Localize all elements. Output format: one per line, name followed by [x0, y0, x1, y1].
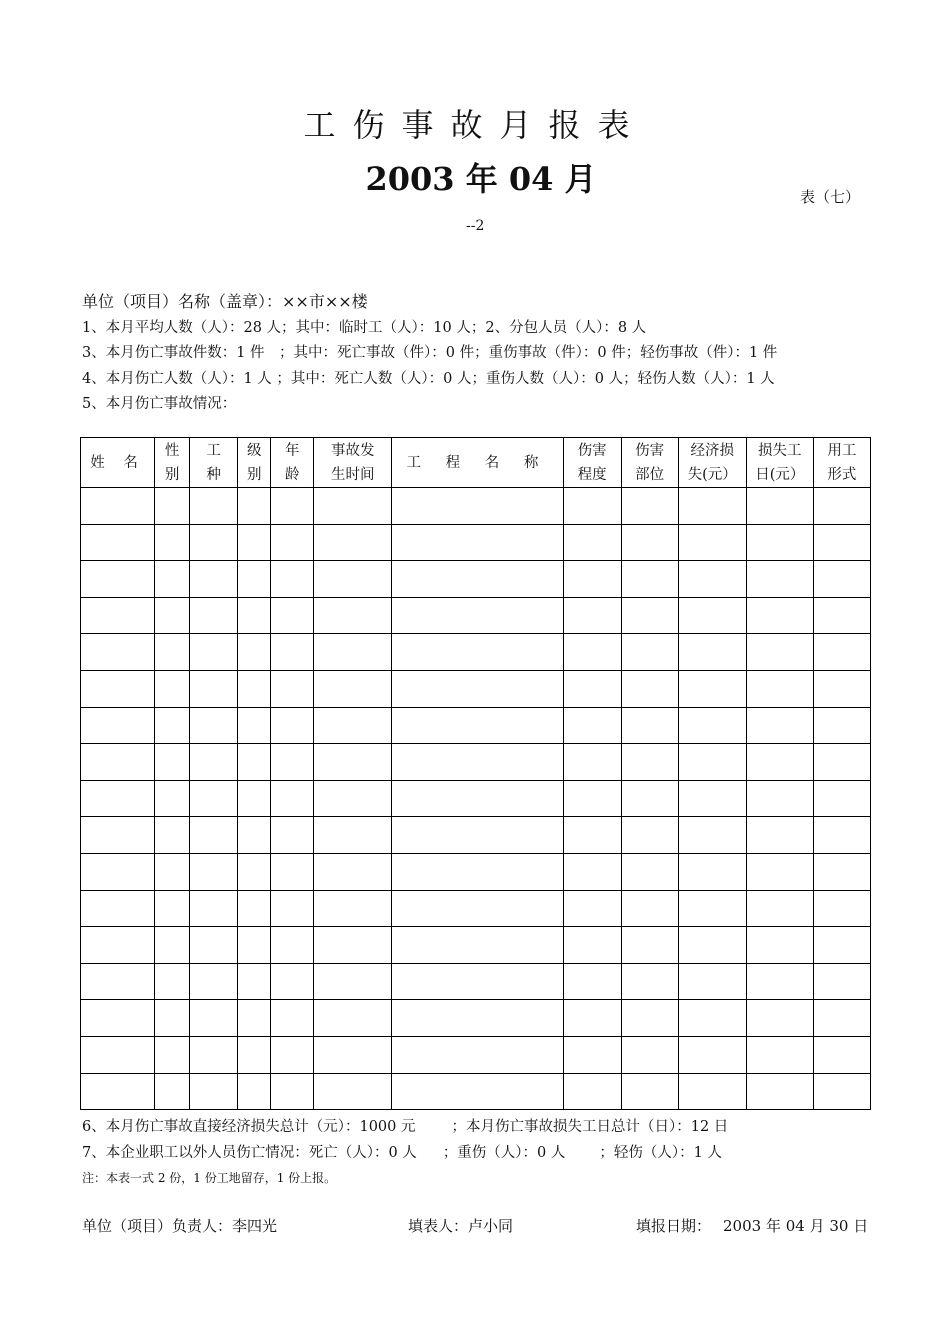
- table-cell[interactable]: [155, 488, 190, 525]
- table-cell[interactable]: [190, 963, 238, 1000]
- table-cell[interactable]: [314, 561, 392, 598]
- table-row: [81, 524, 871, 561]
- table-cell[interactable]: [621, 817, 678, 854]
- table-row: [81, 890, 871, 927]
- table-cell[interactable]: [621, 780, 678, 817]
- table-cell[interactable]: [271, 1036, 314, 1073]
- table-cell[interactable]: [155, 597, 190, 634]
- table-cell[interactable]: [813, 963, 870, 1000]
- table-cell[interactable]: [314, 853, 392, 890]
- table-cell[interactable]: [813, 744, 870, 781]
- table-row: [81, 707, 871, 744]
- table-cell[interactable]: [813, 890, 870, 927]
- table-cell[interactable]: [563, 1073, 621, 1110]
- table-cell[interactable]: [746, 963, 813, 1000]
- table-cell[interactable]: [678, 670, 746, 707]
- table-cell[interactable]: [813, 488, 870, 525]
- table-cell[interactable]: [314, 744, 392, 781]
- table-cell[interactable]: [746, 707, 813, 744]
- table-cell[interactable]: [190, 670, 238, 707]
- project-manager: 单位（项目）负责人：李四光: [82, 1217, 278, 1235]
- table-row: [81, 853, 871, 890]
- table-cell[interactable]: [678, 890, 746, 927]
- table-cell[interactable]: [392, 707, 563, 744]
- economic-loss-total: 6、本月伤亡事故直接经济损失总计（元）：1000 元: [82, 1119, 416, 1135]
- table-cell[interactable]: [81, 670, 155, 707]
- table-cell[interactable]: [81, 634, 155, 671]
- table-cell[interactable]: [238, 707, 271, 744]
- header-grade: 级 别: [238, 438, 271, 488]
- accident-count-line: 3、本月伤亡事故件数：1 件 ；其中：死亡事故（件）：0 件；重伤事故（件）：0 件；轻伤事故（件）：1 件: [82, 345, 778, 361]
- page-title: 工伤事故月报表: [303, 106, 647, 144]
- table-cell[interactable]: [190, 853, 238, 890]
- table-cell[interactable]: [238, 561, 271, 598]
- table-cell[interactable]: [238, 488, 271, 525]
- table-row: [81, 963, 871, 1000]
- table-cell[interactable]: [155, 890, 190, 927]
- table-cell[interactable]: [563, 963, 621, 1000]
- table-cell[interactable]: [746, 488, 813, 525]
- header-job-type: 工 种: [190, 438, 238, 488]
- table-cell[interactable]: [271, 963, 314, 1000]
- table-cell[interactable]: [621, 707, 678, 744]
- table-cell[interactable]: [271, 927, 314, 964]
- table-cell[interactable]: [81, 744, 155, 781]
- table-cell[interactable]: [190, 488, 238, 525]
- accident-detail-heading: 5、本月伤亡事故情况：: [82, 396, 237, 412]
- table-cell[interactable]: [678, 927, 746, 964]
- table-cell[interactable]: [271, 707, 314, 744]
- table-row: [81, 1036, 871, 1073]
- table-cell[interactable]: [155, 963, 190, 1000]
- table-cell[interactable]: [621, 963, 678, 1000]
- table-cell[interactable]: [271, 488, 314, 525]
- table-cell[interactable]: [81, 1000, 155, 1037]
- table-cell[interactable]: [621, 853, 678, 890]
- table-cell[interactable]: [271, 561, 314, 598]
- table-cell[interactable]: [392, 634, 563, 671]
- table-cell[interactable]: [190, 707, 238, 744]
- table-row: [81, 597, 871, 634]
- table-cell[interactable]: [155, 707, 190, 744]
- table-row: [81, 488, 871, 525]
- table-cell[interactable]: [271, 634, 314, 671]
- table-cell[interactable]: [678, 524, 746, 561]
- table-cell[interactable]: [155, 670, 190, 707]
- table-cell[interactable]: [678, 597, 746, 634]
- table-cell[interactable]: [392, 488, 563, 525]
- table-cell[interactable]: [392, 524, 563, 561]
- table-cell[interactable]: [190, 1073, 238, 1110]
- table-cell[interactable]: [238, 780, 271, 817]
- table-cell[interactable]: [746, 1036, 813, 1073]
- table-cell[interactable]: [678, 744, 746, 781]
- table-cell[interactable]: [271, 524, 314, 561]
- table-cell[interactable]: [746, 597, 813, 634]
- header-gender: 性 别: [155, 438, 190, 488]
- table-cell[interactable]: [81, 780, 155, 817]
- table-cell[interactable]: [81, 488, 155, 525]
- table-row: [81, 780, 871, 817]
- table-cell[interactable]: [621, 1036, 678, 1073]
- table-cell[interactable]: [238, 890, 271, 927]
- table-cell[interactable]: [238, 744, 271, 781]
- table-cell[interactable]: [678, 634, 746, 671]
- table-cell[interactable]: [746, 634, 813, 671]
- table-header-row: [81, 438, 871, 488]
- table-cell[interactable]: [155, 780, 190, 817]
- table-cell[interactable]: [392, 597, 563, 634]
- table-cell[interactable]: [813, 561, 870, 598]
- table-cell[interactable]: [155, 1073, 190, 1110]
- table-cell[interactable]: [392, 1036, 563, 1073]
- table-cell[interactable]: [563, 927, 621, 964]
- table-cell[interactable]: [190, 561, 238, 598]
- table-cell[interactable]: [813, 1073, 870, 1110]
- table-cell[interactable]: [563, 707, 621, 744]
- form-number: 表（七）: [800, 188, 861, 206]
- table-cell[interactable]: [155, 1036, 190, 1073]
- table-cell[interactable]: [563, 853, 621, 890]
- table-cell[interactable]: [392, 1073, 563, 1110]
- table-cell[interactable]: [81, 1073, 155, 1110]
- table-cell[interactable]: [678, 707, 746, 744]
- table-cell[interactable]: [813, 707, 870, 744]
- table-cell[interactable]: [155, 927, 190, 964]
- table-cell[interactable]: [314, 1000, 392, 1037]
- table-cell[interactable]: [190, 890, 238, 927]
- table-cell[interactable]: [238, 1036, 271, 1073]
- table-cell[interactable]: [563, 1000, 621, 1037]
- table-cell[interactable]: [563, 780, 621, 817]
- table-cell[interactable]: [392, 927, 563, 964]
- header-lost-workdays: 损失工 日(元）: [746, 438, 813, 488]
- table-cell[interactable]: [314, 488, 392, 525]
- table-cell[interactable]: [563, 597, 621, 634]
- external-deaths: 7、本企业职工以外人员伤亡情况：死亡（人）：0 人: [82, 1145, 417, 1161]
- table-cell[interactable]: [81, 817, 155, 854]
- table-body: [81, 488, 871, 1110]
- table-cell[interactable]: [155, 1000, 190, 1037]
- table-cell[interactable]: [678, 853, 746, 890]
- table-cell[interactable]: [190, 1036, 238, 1073]
- table-cell[interactable]: [271, 1000, 314, 1037]
- table-cell[interactable]: [271, 744, 314, 781]
- table-cell[interactable]: [314, 634, 392, 671]
- fill-date-value: 2003 年 04 月 30 日: [723, 1217, 869, 1235]
- table-cell[interactable]: [190, 1000, 238, 1037]
- table-cell[interactable]: [271, 780, 314, 817]
- table-cell[interactable]: [392, 890, 563, 927]
- table-cell[interactable]: [746, 670, 813, 707]
- table-cell[interactable]: [314, 670, 392, 707]
- fill-date-label: 填报日期：: [636, 1217, 712, 1235]
- table-cell[interactable]: [746, 853, 813, 890]
- table-cell[interactable]: [314, 1073, 392, 1110]
- table-cell[interactable]: [190, 780, 238, 817]
- table-cell[interactable]: [563, 634, 621, 671]
- table-cell[interactable]: [563, 817, 621, 854]
- table-cell[interactable]: [238, 597, 271, 634]
- table-cell[interactable]: [746, 817, 813, 854]
- table-cell[interactable]: [563, 524, 621, 561]
- table-cell[interactable]: [155, 853, 190, 890]
- table-cell[interactable]: [621, 1000, 678, 1037]
- table-cell[interactable]: [678, 1000, 746, 1037]
- table-cell[interactable]: [81, 707, 155, 744]
- table-cell[interactable]: [813, 634, 870, 671]
- table-cell[interactable]: [813, 927, 870, 964]
- table-cell[interactable]: [314, 1036, 392, 1073]
- table-cell[interactable]: [314, 817, 392, 854]
- table-cell[interactable]: [314, 927, 392, 964]
- table-cell[interactable]: [238, 634, 271, 671]
- table-cell[interactable]: [81, 524, 155, 561]
- table-cell[interactable]: [314, 597, 392, 634]
- table-cell[interactable]: [678, 963, 746, 1000]
- table-cell[interactable]: [238, 524, 271, 561]
- table-cell[interactable]: [621, 597, 678, 634]
- table-cell[interactable]: [238, 963, 271, 1000]
- average-headcount-line: 1、本月平均人数（人）：28 人；其中：临时工（人）：10 人；2、分包人员（人）：8 人: [82, 320, 647, 336]
- table-cell[interactable]: [563, 670, 621, 707]
- table-cell[interactable]: [238, 1073, 271, 1110]
- table-cell[interactable]: [238, 817, 271, 854]
- table-row: [81, 1000, 871, 1037]
- table-cell[interactable]: [81, 597, 155, 634]
- table-cell[interactable]: [271, 890, 314, 927]
- table-cell[interactable]: [238, 853, 271, 890]
- table-cell[interactable]: [813, 524, 870, 561]
- lost-workdays-total: ；本月伤亡事故损失工日总计（日）：12 日: [451, 1119, 729, 1135]
- table-cell[interactable]: [813, 817, 870, 854]
- external-casualty-line: [82, 1141, 722, 1162]
- table-cell[interactable]: [392, 744, 563, 781]
- table-cell[interactable]: [190, 634, 238, 671]
- external-minor-injuries: ；轻伤（人）：1 人: [599, 1145, 722, 1161]
- report-period: 2003 年 04 月: [365, 160, 597, 198]
- table-cell[interactable]: [813, 780, 870, 817]
- table-cell[interactable]: [81, 1036, 155, 1073]
- unit-name: 单位（项目）名称（盖章）：××市××楼: [82, 292, 368, 311]
- table-cell[interactable]: [746, 927, 813, 964]
- table-cell[interactable]: [621, 524, 678, 561]
- table-row: [81, 670, 871, 707]
- header-age: 年 龄: [271, 438, 314, 488]
- table-cell[interactable]: [563, 488, 621, 525]
- table-cell[interactable]: [190, 817, 238, 854]
- table-cell[interactable]: [813, 1000, 870, 1037]
- table-row: [81, 817, 871, 854]
- table-cell[interactable]: [678, 561, 746, 598]
- table-cell[interactable]: [190, 524, 238, 561]
- table-cell[interactable]: [813, 597, 870, 634]
- table-cell[interactable]: [392, 853, 563, 890]
- table-cell[interactable]: [678, 488, 746, 525]
- table-cell[interactable]: [155, 634, 190, 671]
- table-cell[interactable]: [238, 670, 271, 707]
- table-cell[interactable]: [190, 927, 238, 964]
- page-number: --2: [466, 218, 485, 234]
- table-cell[interactable]: [392, 561, 563, 598]
- table-cell[interactable]: [314, 963, 392, 1000]
- table-cell[interactable]: [155, 817, 190, 854]
- table-cell[interactable]: [392, 780, 563, 817]
- table-row: [81, 1073, 871, 1110]
- table-cell[interactable]: [392, 963, 563, 1000]
- table-cell[interactable]: [621, 634, 678, 671]
- table-cell[interactable]: [563, 744, 621, 781]
- footnote: 注：本表一式 2 份，1 份工地留存，1 份上报。: [82, 1171, 337, 1185]
- casualty-count-line: 4、本月伤亡人数（人）：1 人 ；其中：死亡人数（人）：0 人；重伤人数（人）：0 人；轻伤人数（人）：1 人: [82, 371, 775, 387]
- table-cell[interactable]: [621, 890, 678, 927]
- header-economic-loss: 经济损 失(元）: [678, 438, 746, 488]
- table-cell[interactable]: [81, 561, 155, 598]
- header-injury-severity: 伤害 程度: [563, 438, 621, 488]
- loss-summary-line: [82, 1115, 728, 1136]
- table-cell[interactable]: [621, 670, 678, 707]
- table-row: [81, 744, 871, 781]
- table-cell[interactable]: [155, 561, 190, 598]
- header-employment-type: 用工 形式: [813, 438, 870, 488]
- table-cell[interactable]: [621, 561, 678, 598]
- table-cell[interactable]: [392, 817, 563, 854]
- table-cell[interactable]: [81, 890, 155, 927]
- table-cell[interactable]: [314, 890, 392, 927]
- accident-table: [80, 437, 871, 1110]
- table-cell[interactable]: [621, 927, 678, 964]
- table-cell[interactable]: [746, 744, 813, 781]
- table-row: [81, 927, 871, 964]
- table-cell[interactable]: [314, 707, 392, 744]
- table-cell[interactable]: [238, 927, 271, 964]
- table-cell[interactable]: [563, 890, 621, 927]
- external-serious-injuries: ；重伤（人）：0 人: [442, 1145, 566, 1161]
- table-cell[interactable]: [155, 524, 190, 561]
- table-cell[interactable]: [678, 1073, 746, 1110]
- table-cell[interactable]: [392, 1000, 563, 1037]
- table-row: [81, 561, 871, 598]
- header-project-name: 工 程 名 称: [392, 438, 563, 488]
- table-cell[interactable]: [746, 524, 813, 561]
- table-cell[interactable]: [271, 670, 314, 707]
- table-cell[interactable]: [81, 963, 155, 1000]
- table-cell[interactable]: [621, 1073, 678, 1110]
- table-cell[interactable]: [271, 817, 314, 854]
- table-cell[interactable]: [813, 853, 870, 890]
- table-cell[interactable]: [621, 488, 678, 525]
- table-cell[interactable]: [678, 780, 746, 817]
- table-row: [81, 634, 871, 671]
- table-cell[interactable]: [813, 1036, 870, 1073]
- table-cell[interactable]: [314, 780, 392, 817]
- table-cell[interactable]: [746, 561, 813, 598]
- table-cell[interactable]: [155, 744, 190, 781]
- table-cell[interactable]: [621, 744, 678, 781]
- table-cell[interactable]: [746, 1073, 813, 1110]
- header-injury-part: 伤害 部位: [621, 438, 678, 488]
- table-cell[interactable]: [746, 890, 813, 927]
- table-cell[interactable]: [271, 1073, 314, 1110]
- header-name: 姓 名: [81, 438, 155, 488]
- table-cell[interactable]: [746, 780, 813, 817]
- table-cell[interactable]: [746, 1000, 813, 1037]
- form-filler: 填表人：卢小同: [408, 1217, 514, 1235]
- table-cell[interactable]: [563, 1036, 621, 1073]
- header-accident-time: 事故发 生时间: [314, 438, 392, 488]
- table-cell[interactable]: [813, 670, 870, 707]
- table-cell[interactable]: [678, 1036, 746, 1073]
- table-cell[interactable]: [81, 927, 155, 964]
- table-cell[interactable]: [238, 1000, 271, 1037]
- fill-date: [636, 1215, 868, 1236]
- table-cell[interactable]: [271, 853, 314, 890]
- table-cell[interactable]: [271, 597, 314, 634]
- table-cell[interactable]: [678, 817, 746, 854]
- table-cell[interactable]: [563, 561, 621, 598]
- table-cell[interactable]: [314, 524, 392, 561]
- table-cell[interactable]: [190, 597, 238, 634]
- table-cell[interactable]: [190, 744, 238, 781]
- table-cell[interactable]: [392, 670, 563, 707]
- table-cell[interactable]: [81, 853, 155, 890]
